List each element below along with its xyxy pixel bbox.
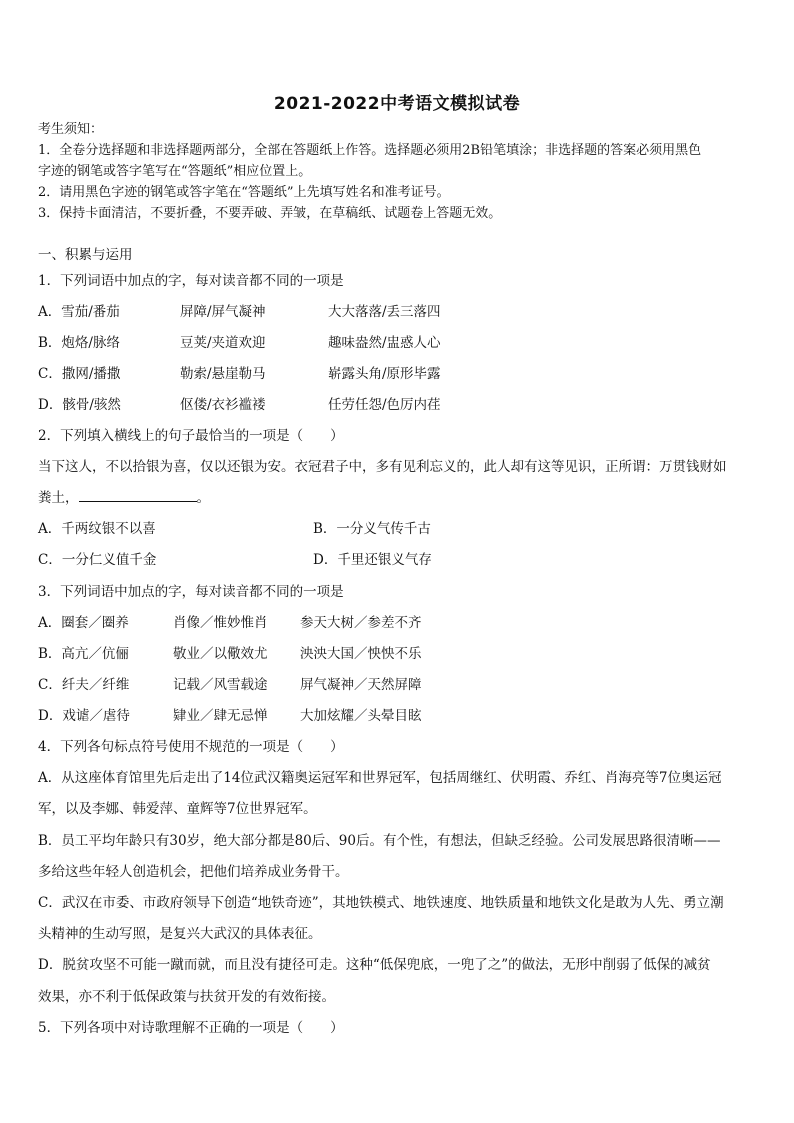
q4-option-b: B．员工平均年龄只有30岁，绝大部分都是80后、90后。有个性，有想法，但缺乏经验。公司发展思路很清晰—— (38, 833, 721, 849)
option-a-word-2: 屏障/屏气凝神 (180, 304, 266, 320)
q3-option-c-word-1: C．纤夫／纤维 (38, 677, 130, 693)
q3-option-d-word-3: 大加炫耀／头晕目眩 (300, 708, 422, 724)
question-3-stem: 3．下列词语中加点的字，每对读音都不同的一项是 (38, 584, 344, 600)
option-b-word-1: B．炮烙/脉络 (38, 335, 120, 351)
question-2-stem: 2．下列填入横线上的句子最恰当的一项是（ ） (38, 428, 344, 444)
option-c-word-3: 崭露头角/原形毕露 (328, 366, 441, 382)
page-title: 2021-2022中考语文模拟试卷 (273, 94, 521, 114)
q4-option-a: A．从这座体育馆里先后走出了14位武汉籍奥运冠军和世界冠军，包括周继红、伏明霞、乔红、肖海亮等7位奥运冠 (38, 770, 722, 786)
q3-option-c-word-2: 记载／风雪载途 (173, 677, 268, 693)
q3-option-a-word-3: 参天大树／参差不齐 (300, 615, 422, 631)
question-2-passage-end (38, 489, 210, 507)
option-a-word-3: 大大落落/丢三落四 (328, 304, 441, 320)
question-4-stem: 4．下列各句标点符号使用不规范的一项是（ ） (38, 739, 344, 755)
q4-option-d-cont: 效果，亦不利于低保政策与扶贫开发的有效衔接。 (38, 989, 335, 1005)
q4-option-b-cont: 多给这些年轻人创造机会，把他们培养成业务骨干。 (38, 864, 349, 880)
q2-option-a: A．千两纹银不以喜 (38, 521, 156, 537)
passage-text: 粪土， (38, 490, 79, 506)
q4-option-a-cont: 军，以及李娜、韩爱萍、童辉等7位世界冠军。 (38, 801, 317, 817)
notice-item: 2．请用黑色字迹的钢笔或答字笔在“答题纸”上先填写姓名和准考证号。 (38, 185, 450, 200)
q3-option-d-word-2: 肄业／肆无忌惮 (173, 708, 268, 724)
q3-option-c-word-3: 屏气凝神／天然屏障 (300, 677, 422, 693)
notice-item: 字迹的钢笔或答字笔写在“答题纸”相应位置上。 (38, 164, 312, 179)
q4-option-c-cont: 头精神的生动写照，是复兴大武汉的具体表征。 (38, 926, 322, 942)
question-2-passage: 当下这人，不以拾银为喜，仅以还银为安。衣冠君子中，多有见利忘义的，此人却有这等见识，正所谓：万贯钱财如 (38, 459, 727, 475)
option-b-word-2: 豆荚/夹道欢迎 (180, 335, 266, 351)
q3-option-a-word-2: 肖像／惟妙惟肖 (173, 615, 268, 631)
notice-item: 3．保持卡面清洁，不要折叠，不要弄破、弄皱，在草稿纸、试题卷上答题无效。 (38, 206, 502, 221)
q3-option-d-word-1: D．戏谑／虐待 (38, 708, 130, 724)
option-b-word-3: 趣味盎然/盅惑人心 (328, 335, 441, 351)
option-d-word-1: D．骸骨/骇然 (38, 397, 121, 413)
section-heading: 一、积累与运用 (38, 247, 133, 263)
q3-option-b-word-3: 泱泱大国／怏怏不乐 (300, 646, 422, 662)
q2-option-d: D．千里还银义气存 (313, 552, 432, 568)
option-d-word-2: 伛偻/衣衫褴褛 (180, 397, 266, 413)
q4-option-c: C．武汉在市委、市政府领导下创造“地铁奇迹”，其地铁模式、地铁速度、地铁质量和地铁文化是敢为人先、勇立潮 (38, 895, 724, 911)
passage-period: 。 (196, 490, 210, 506)
option-a-word-1: A．雪茄/番茄 (38, 304, 120, 320)
option-d-word-3: 任劳任怨/色厉内荏 (328, 397, 441, 413)
answer-blank (79, 489, 197, 502)
option-c-word-2: 勒索/悬崖勒马 (180, 366, 266, 382)
q2-option-b: B．一分义气传千古 (313, 521, 431, 537)
question-5-stem: 5．下列各项中对诗歌理解不正确的一项是（ ） (38, 1020, 344, 1036)
q3-option-b-word-1: B．高亢／伉俪 (38, 646, 129, 662)
option-c-word-1: C．撒网/播撒 (38, 366, 121, 382)
q3-option-a-word-1: A．圈套／圈养 (38, 615, 129, 631)
q3-option-b-word-2: 敬业／以儆效尤 (173, 646, 268, 662)
q2-option-c: C．一分仁义值千金 (38, 552, 157, 568)
q4-option-d: D．脱贫攻坚不可能一蹴而就，而且没有捷径可走。这种“低保兜底，一兜了之”的做法，无形中削弱了低保的减贫 (38, 957, 711, 973)
question-1-stem: 1．下列词语中加点的字，每对读音都不同的一项是 (38, 273, 344, 289)
notice-item: 1．全卷分选择题和非选择题两部分，全部在答题纸上作答。选择题必须用2B铅笔填涂；非选择题的答案必须用黑色 (38, 143, 702, 158)
notice-heading: 考生须知： (38, 122, 104, 137)
